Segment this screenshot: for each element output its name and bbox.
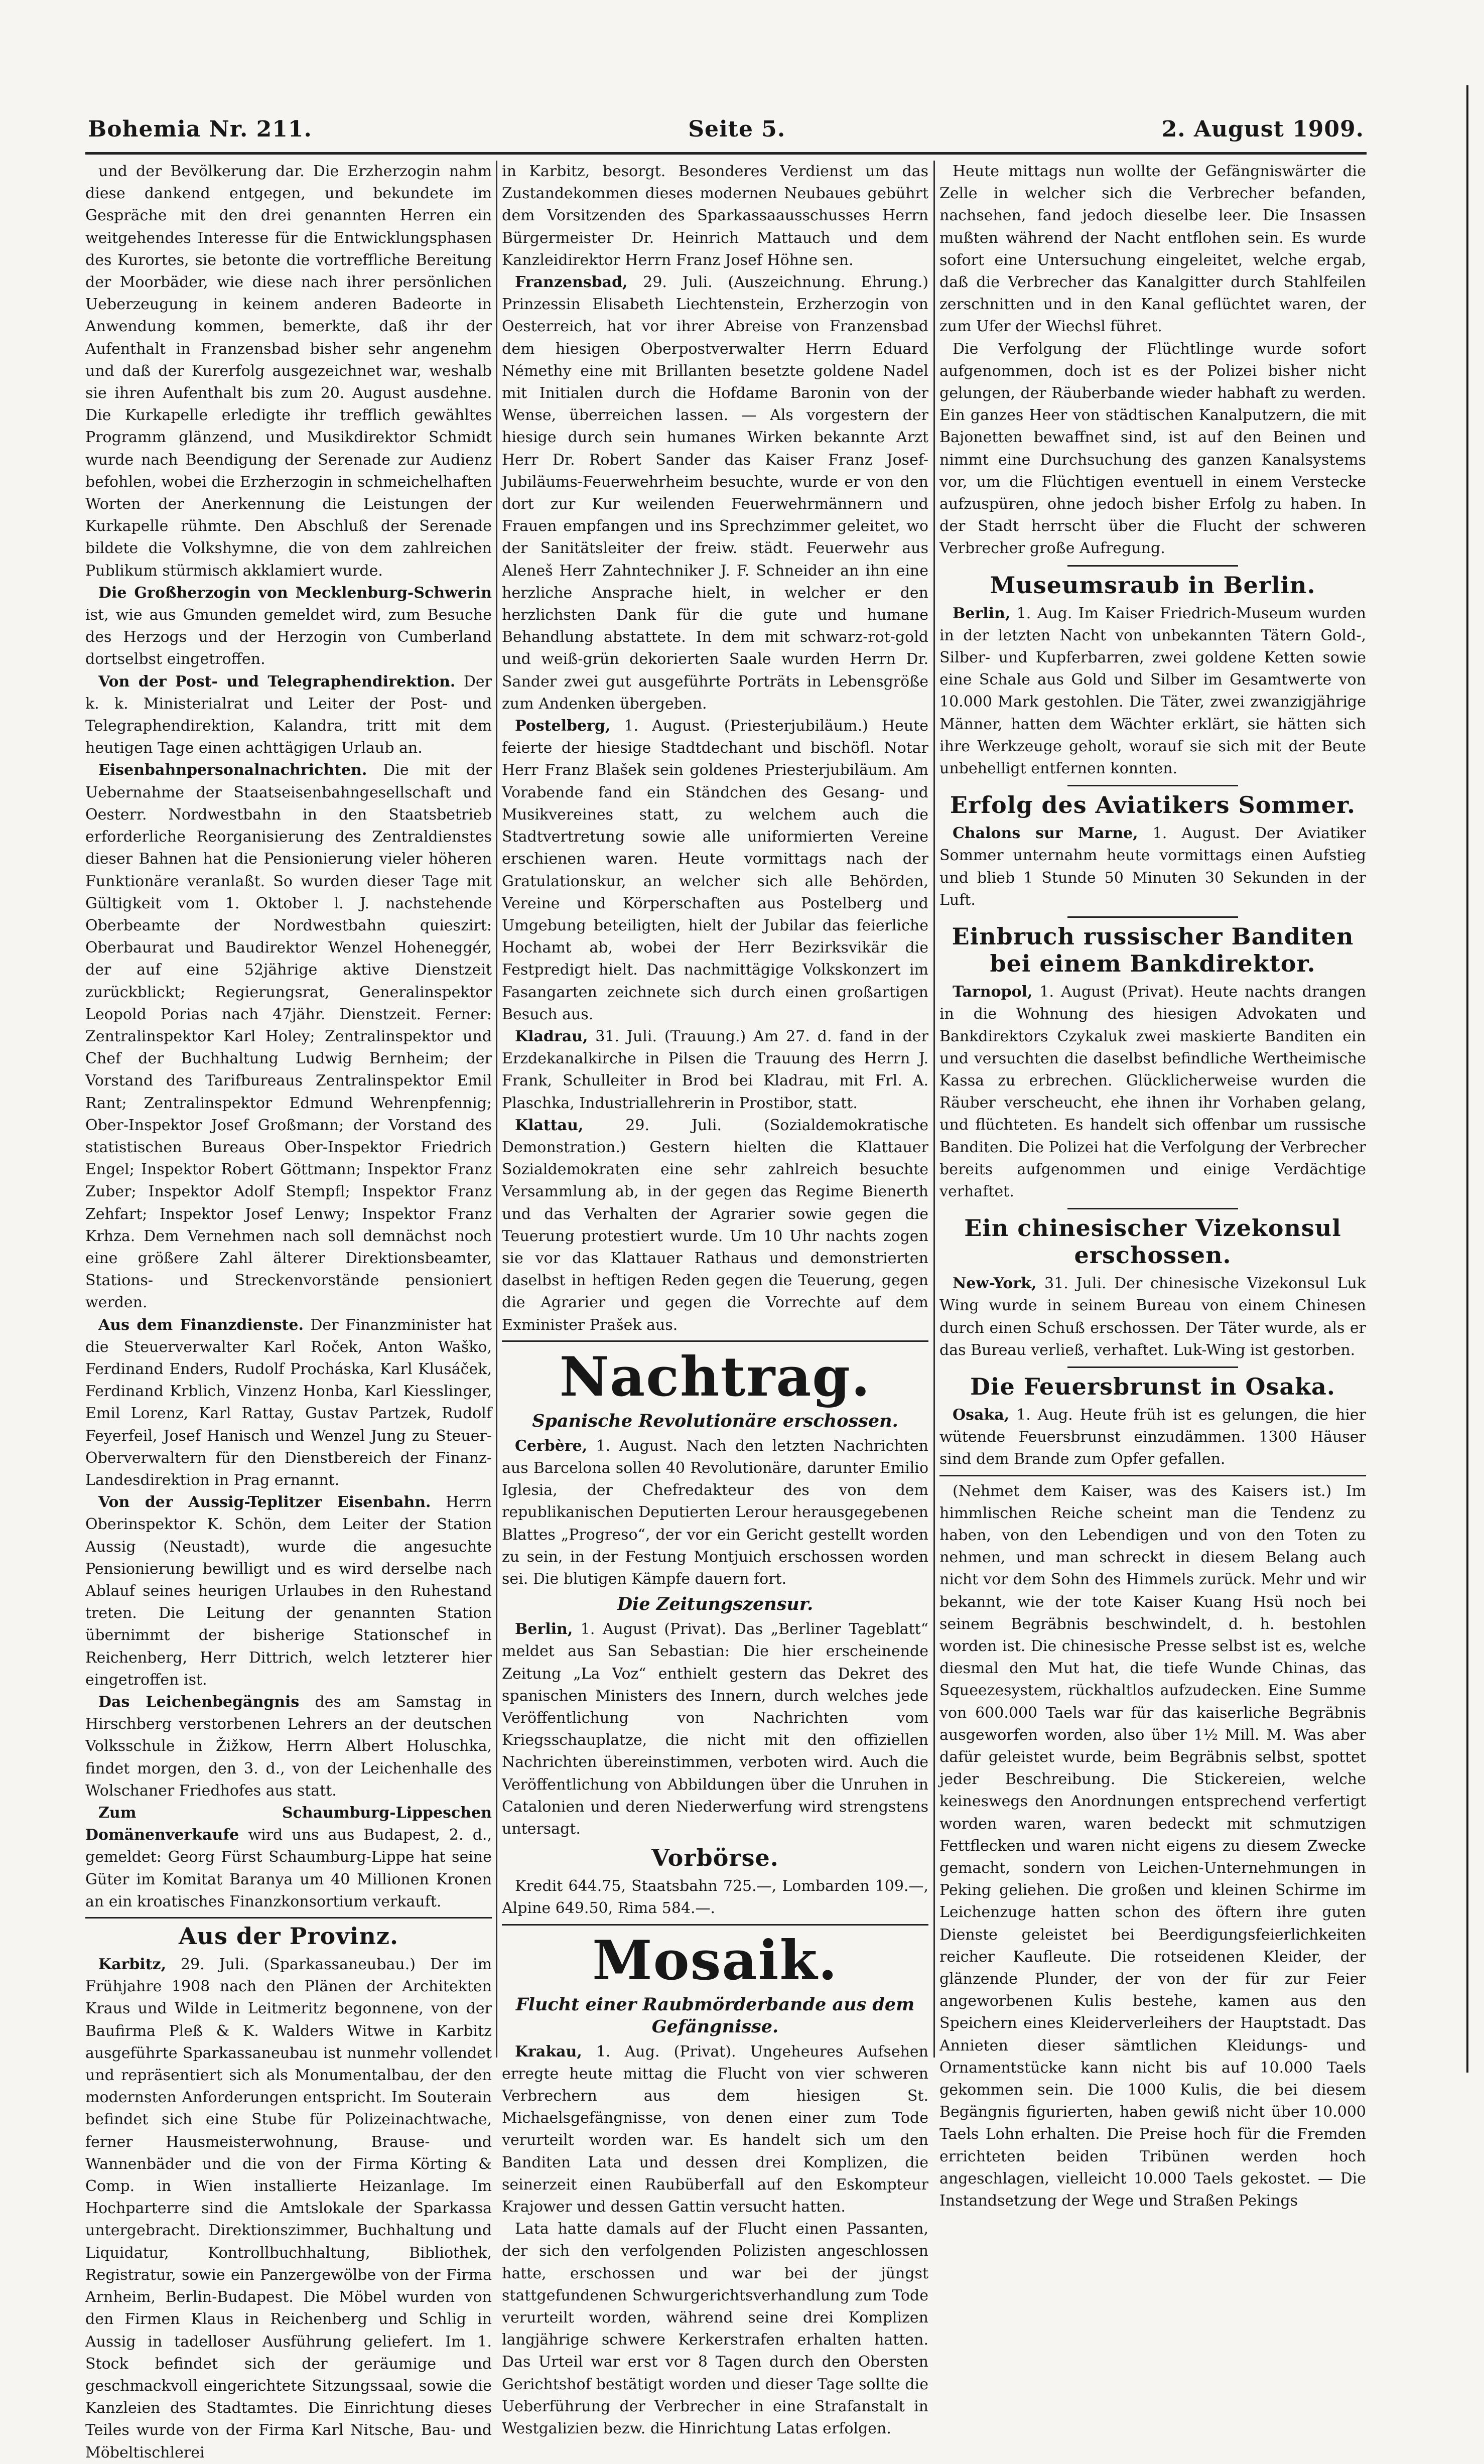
article-lead: Zum Schaumburg-Lippeschen Domänenverkaufe <box>85 1804 492 1844</box>
article-paragraph <box>85 1491 492 1691</box>
article-lead: Das Leichenbegängnis <box>98 1693 300 1711</box>
article-text: Herrn Oberinspektor K. Schön, dem Leiter der Station Aussig (Neustadt), wurde die angesuchte Pensionierung bewilligt und es wird derselbe nach Ablauf seines heurigen Urlaubes in den Ruhestand treten. Die Leitung der genannten Station übernimmt der bisherige Stationschef in Reichenberg, Herr Dittrich, welch letzterer hier eingetroffen ist. <box>85 1493 492 1689</box>
section-heading-large: Mosaik. <box>592 1929 838 1992</box>
article-text: 1. Aug. Heute früh ist es gelungen, die hier wütende Feuersbrunst einzudämmen. 1300 Häuser sind dem Brande zum Opfer gefallen. <box>939 1406 1366 1468</box>
article-headline: Ein chinesischer Vizekonsul erschossen. <box>964 1214 1341 1269</box>
article-paragraph <box>939 1404 1366 1471</box>
article-lead: New-York, <box>953 1275 1037 1293</box>
section-rule <box>1067 565 1238 567</box>
article-paragraph <box>502 1026 928 1115</box>
header-rule <box>85 152 1367 155</box>
article-lead: Klattau, <box>515 1116 584 1134</box>
article-lead: Aus dem Finanzdienste. <box>98 1316 304 1334</box>
article-text: 1. August. Der Aviatiker Sommer unternahm heute vormittags einen Aufstieg und blieb 1 Stunde 50 Minuten 30 Sekunden in der Luft. <box>939 825 1366 909</box>
article-paragraph <box>85 1691 492 1802</box>
article-paragraph <box>939 981 1366 1203</box>
article-paragraph: Die Verfolgung der Flüchtlinge wurde sofort aufgenommen, doch ist es der Polizei bisher nicht gelungen, der Räuberbande wieder habhaft zu werden. Ein ganzes Heer von städtischen Kanalputzern, die mit Bajonetten bewaffnet sind, ist auf den Beinen und nimmt eine Durchsuchung des ganzen Kanalsystems vor, um die Flüchtigen eventuell in einem Verstecke aufzuspüren, ohne jedoch bisher Erfolg zu haben. In der Stadt herrscht über die Flucht der schweren Verbrecher große Aufregung. <box>939 340 1366 558</box>
page-header <box>88 111 1364 147</box>
section-rule <box>1067 1208 1238 1209</box>
section-rule <box>939 1475 1366 1476</box>
article-paragraph <box>502 1618 928 1840</box>
article-lead: Von der Aussig-Teplitzer Eisenbahn. <box>98 1493 431 1512</box>
article-paragraph <box>502 1115 928 1336</box>
article-paragraph <box>85 582 492 671</box>
section-rule <box>1067 916 1238 918</box>
article-lead: Berlin, <box>953 604 1011 622</box>
article-headline: Erfolg des Aviatikers Sommer. <box>950 791 1356 819</box>
column-divider <box>496 161 497 2058</box>
section-rule <box>502 1340 928 1342</box>
article-text: Der Finanzminister hat die Steuerverwalter Karl Roček, Anton Waško, Ferdinand Enders, Rudolf Procháska, Karl Klusáček, Ferdinand Krblich, Vinzenz Honba, Karl Kiesslinger, Emil Lorenz, Karl Rattay, Gustav Partzek, Rudolf Feyerfeil, Josef Hanisch und Wenzel Jung zu Steuer-Oberverwaltern für den Dienstbereich der Finanz-Landesdirektion in Prag ernannt. <box>85 1316 492 1489</box>
article-text: 1. August. Nach den letzten Nachrichten aus Barcelona sollen 40 Revolutionäre, darunter Emilio Iglesia, der Chefredakteur des von dem republikanischen Deputierten Lerour herausgegebenen Blattes „Progreso“, der vor ein Gericht gestellt worden zu sein, in der Festung Montjuich erschossen worden sei. Die blutigen Kämpfe dauern fort. <box>502 1437 928 1588</box>
article-paragraph <box>939 1273 1366 1361</box>
article-headline: Die Zeitungszensur. <box>617 1594 814 1615</box>
article-paragraph <box>85 1802 492 1913</box>
article-paragraph: Heute mittags nun wollte der Gefängniswärter die Zelle in welcher sich die Verbrecher befanden, nachsehen, fand jedoch dieselbe leer. Die Insassen mußten während der Nacht entflohen sein. Es wurde sofort eine Untersuchung eingeleitet, welche ergab, daß die Verbrecher das Kanalgitter durch Stahlfeilen zerschnitten und in den Kanal geflüchtet waren, der zum Ufer der Wiechsl führet. <box>939 163 1366 336</box>
article-paragraph: Kredit 644.75, Staatsbahn 725.—, Lombarden 109.—, Alpine 649.50, Rima 584.—. <box>502 1877 928 1918</box>
article-lead: Die Großherzogin von Mecklenburg-Schwerin <box>98 584 492 602</box>
article-headline: Flucht einer Raubmörderbande aus dem Gefängnisse. <box>515 1994 915 2037</box>
article-lead: Franzensbad, <box>515 273 628 292</box>
article-paragraph <box>85 671 492 760</box>
article-lead: Karbitz, <box>98 1956 167 1974</box>
section-heading: Vorbörse. <box>651 1844 779 1872</box>
section-rule <box>1067 1366 1238 1368</box>
article-lead: Postelberg, <box>515 717 611 735</box>
page-edge-rule <box>1466 85 1468 2073</box>
article-paragraph <box>502 715 928 1026</box>
article-paragraph <box>939 823 1366 911</box>
column-middle <box>502 161 928 2438</box>
column-divider <box>933 161 935 2058</box>
article-paragraph <box>85 1954 492 2464</box>
article-lead: Berlin, <box>515 1620 573 1638</box>
article-paragraph <box>502 271 928 715</box>
article-text: ist, wie aus Gmunden gemeldet wird, zum Besuche des Herzogs und der Herzogin von Cumberland dortselbst eingetroffen. <box>85 606 492 668</box>
article-lead: Chalons sur Marne, <box>953 825 1138 843</box>
article-paragraph <box>85 759 492 1314</box>
article-text: wird uns aus Budapest, 2. d., gemeldet: Georg Fürst Schaumburg-Lippe hat seine Güter im Komitat Baranya um 40 Millionen Kronen an ein kroatisches Finanzkonsortium verkauft. <box>85 1826 492 1910</box>
article-text: 29. Juli. (Sozialdemokratische Demonstration.) Gestern hielten die Klattauer Sozialdemokraten eine sehr zahlreich besuchte Versammlung ab, in der gegen das Regime Bienerth und das Verhalten der Agrarier sowie gegen die Teuerung protestiert wurde. Um 10 Uhr nachts zogen sie vor das Klattauer Rathaus und demonstrierten daselbst in heftigen Reden gegen die Teuerung, gegen die Agrarier und gegen die Vorrechte auf dem Exminister Prašek aus. <box>502 1116 928 1334</box>
article-paragraph <box>939 603 1366 780</box>
column-left <box>85 161 492 2461</box>
article-lead: Von der Post- und Telegraphendirektion. <box>98 672 456 691</box>
header-date: 2. August 1909. <box>1161 116 1364 142</box>
article-text: 29. Juli. (Auszeichnung. Ehrung.) Prinzessin Elisabeth Liechtenstein, Erzherzogin von Oesterreich, hat vor ihrer Abreise von Franzensbad dem hiesigen Oberpostverwalter Herrn Eduard Némethy eine mit Brillanten besetzte goldene Nadel mit Initialen durch die Hofdame Baronin von der Wense, überreichen lassen. — Als vorgestern der hiesige durch sein humanes Wirken bekannte Arzt Herr Dr. Robert Sander das Kaiser Franz Josef-Jubiläums-Feuerwehrheim besuchte, wurde er von den dort zur Kur weilenden Feuerwehrmännern und Frauen empfangen und ins Sprechzimmer geleitet, wo der Sanitätsleiter der freiw. städt. Feuerwehr aus Aleneš Herr Zahntechniker J. F. Schneider an ihn eine herzliche Ansprache hielt, in welcher er den herzlichsten Dank für die gute und humane Behandlung abstattete. In dem mit schwarz-rot-gold und weiß-grün dekorierten Saale wurden Herrn Dr. Sander zwei gut ausgeführte Porträts in Lebensgröße zum Andenken übergeben. <box>502 273 928 713</box>
article-paragraph: und der Bevölkerung dar. Die Erzherzogin nahm diese dankend entgegen, und bekundete im Gespräche mit den drei genannten Herren ein weitgehendes Interesse für die Entwicklungsphasen des Kurortes, sie betonte die vortreffliche Bereitung der Moorbäder, wie diese nach ihrer persönlichen Ueberzeugung in keinem anderen Badeorte in Anwendung kommen, bemerkte, daß ihr der Aufenthalt in Franzensbad bisher sehr angenehm und daß der Kurerfolg ausgezeichnet war, weshalb sie ihren Aufenthalt bis zum 20. August ausdehne. Die Kurkapelle erledigte ihr trefflich gewähltes Programm glänzend, und Musikdirektor Schmidt wurde nach Beendigung der Serenade zur Audienz befohlen, wobei die Erzherzogin in schmeichelhaften Worten der Anerkennung die Leistungen der Kurkapelle rühmte. Den Abschluß der Serenade bildete die Volkshymne, die von dem zahlreichen Publikum stürmisch akklamiert wurde. <box>85 163 492 580</box>
article-text: 1. August (Privat). Heute nachts drangen in die Wohnung des hiesigen Advokaten und Bankdirektors Czykaluk zwei maskierte Banditen ein und versuchten die daselbst befindliche Wertheimische Kassa zu erbrechen. Glücklicherweise wurden die Räuber verscheucht, ehe ihnen ihr Vorhaben gelang, und flüchteten. Es handelt sich offenbar um russische Banditen. Die Polizei hat die Verfolgung der Verbrecher bereits aufgenommen und einige Verdächtige verhaftet. <box>939 983 1366 1200</box>
article-paragraph <box>502 1435 928 1590</box>
article-headline: Spanische Revolutionäre erschossen. <box>532 1410 898 1431</box>
section-rule <box>502 1924 928 1926</box>
header-newspaper-issue: Bohemia Nr. 211. <box>88 116 312 142</box>
article-paragraph <box>502 2041 928 2219</box>
section-rule <box>85 1917 492 1919</box>
article-lead: Cerbère, <box>515 1437 588 1455</box>
article-paragraph <box>85 1314 492 1492</box>
section-heading-large: Nachtrag. <box>559 1345 871 1409</box>
article-lead: Eisenbahnpersonalnachrichten. <box>98 761 367 779</box>
article-text: Die mit der Uebernahme der Staatseisenbahngesellschaft und Oesterr. Nordwestbahn in den Staatsbetrieb erforderliche Reorganisierung des Zentraldienstes dieser Bahnen hat die Pensionierung vieler höheren Funktionäre veranlaßt. So wurden dieser Tage mit Gültigkeit vom 1. Oktober l. J. nachstehende Oberbeamte der Nordwestbahn quieszirt: Oberbaurat und Baudirektor Wenzel Hoheneggér, der auf eine 52jährige aktive Dienstzeit zurückblickt; Regierungsrat, Generalinspektor Leopold Porias nach 47jähr. Dienstzeit. Ferner: Zentralinspektor Karl Holey; Zentralinspektor und Chef der Buchhaltung Ludwig Bernheim; der Vorstand des Tarifbureaus Zentralinspektor Emil Rant; Zentralinspektor Edmund Wehrenpfennig; Ober-Inspektor Josef Großmann; der Vorstand des statistischen Bureaus Ober-Inspektor Friedrich Engel; Inspektor Robert Göttmann; Inspektor Franz Zuber; Inspektor Adolf Stempfl; Inspektor Franz Zehfart; Inspektor Josef Lenwy; Inspektor Franz Krhza. Dem Vernehmen nach soll demnächst noch eine größere Zahl älterer Direktionsbeamter, Stations- und Streckenvorstände pensioniert werden. <box>85 761 492 1312</box>
article-headline: Einbruch russischer Banditen bei einem Bankdirektor. <box>952 923 1354 978</box>
article-lead: Krakau, <box>515 2042 582 2061</box>
article-text: 1. Aug. Im Kaiser Friedrich-Museum wurden in der letzten Nacht von unbekannten Tätern Gold-, Silber- und Kupferbarren, zwei goldene Ketten sowie eine Schale aus Gold und Silber im Gesamtwerte von 10.000 Mark gestohlen. Die Täter, zwei zwanzigjährige Männer, hatten dem Wächter erklärt, sie hätten sich ihre Werkzeuge geholt, worauf sie sich mit der Beute unbehelligt entfernen konnten. <box>939 604 1366 778</box>
article-text: 1. August. (Priesterjubiläum.) Heute feierte der hiesige Stadtdechant und bischöfl. Notar Herr Franz Blašek sein goldenes Priesterjubiläum. Am Vorabende fand ein Ständchen des Gesang- und Musikvereines statt, zu welchem auch die Stadtvertretung sowie alle uniformierten Vereine erschienen waren. Heute vormittags nach der Gratulationskur, an welcher sich alle Behörden, Vereine und Körperschaften aus Postelberg und Umgebung beteiligten, hielt der Jubilar das feierliche Hochamt ab, wobei der Herr Bezirksvikär die Festpredigt hielt. Das nachmittägige Volkskonzert im Fasangarten zeichnete sich durch einen großartigen Besuch aus. <box>502 717 928 1023</box>
article-headline: Die Feuersbrunst in Osaka. <box>970 1373 1335 1400</box>
header-page-number: Seite 5. <box>688 116 786 142</box>
article-text: 1. Aug. (Privat). Ungeheures Aufsehen erregte heute mittag die Flucht von vier schweren Verbrechern aus dem hiesigen St. Michaelsgefängnisse, von denen einer zum Tode verurteilt worden war. Es handelt sich um den Banditen Lata und dessen drei Komplizen, die seinerzeit einen Raubüberfall auf den Eskompteur Krajower und dessen Gattin versucht hatten. <box>502 2042 928 2216</box>
section-heading: Aus der Provinz. <box>178 1923 399 1950</box>
article-lead: Tarnopol, <box>953 983 1033 1001</box>
article-text: des am Samstag in Hirschberg verstorbenen Lehrers an der deutschen Volksschule in Žižkow, Herrn Albert Holuschka, findet morgen, den 3. d., von der Leichenhalle des Wolschaner Friedhofes aus statt. <box>85 1693 492 1800</box>
article-text: Der k. k. Ministerialrat und Leiter der Post- und Telegraphendirektion, Kalandra, tritt mit dem heutigen Tage einen achttägigen Urlaub an. <box>85 672 492 757</box>
article-text: 31. Juli. (Trauung.) Am 27. d. fand in der Erzdekanalkirche in Pilsen die Trauung des Herrn J. Frank, Schulleiter in Brod bei Kladrau, mit Frl. A. Plaschka, Industriallehrerin in Prostibor, statt. <box>502 1027 928 1112</box>
article-lead: Kladrau, <box>515 1027 588 1045</box>
article-text: 31. Juli. Der chinesische Vizekonsul Luk Wing wurde in seinem Bureau von einem Chinesen durch einen Schuß erschossen. Der Täter wurde, als er das Bureau verließ, verhaftet. Luk-Wing ist gestorben. <box>939 1275 1366 1359</box>
article-lead: Osaka, <box>953 1406 1010 1424</box>
article-paragraph: Lata hatte damals auf der Flucht einen Passanten, der sich den verfolgenden Polizisten angeschlossen hatte, erschossen und war bei der jüngst stattgefundenen Schwurgerichtsverhandlung zum Tode verurteilt worden, während seine drei Komplizen langjährige schwere Kerkerstrafen erhalten hatten. Das Urteil war erst vor 8 Tagen durch den Obersten Gerichtshof bestätigt worden und dieser Tage sollte die Ueberführung der Verbrecher in eine Strafanstalt in Westgalizien bezw. die Hinrichtung Latas erfolgen. <box>502 2220 928 2438</box>
column-right <box>939 161 1366 2210</box>
article-text: 29. Juli. (Sparkassaneubau.) Der im Frühjahre 1908 nach den Plänen der Architekten Kraus und Wilde in Leitmeritz begonnene, von der Baufirma Pleß & K. Walders Witwe in Karbitz ausgeführte Sparkassaneubau ist nunmehr vollendet und repräsentiert sich als Monumentalbau, der den modernsten Anforderungen entspricht. Im Souterain befindet sich eine Stube für Polizeinachtwache, ferner Hausmeisterwohnung, Brause- und Wannenbäder und die von der Firma Körting & Comp. in Wien installierte Heizanlage. Im Hochparterre sind die Amtslokale der Sparkassa untergebracht. Direktionszimmer, Buchhaltung und Liquidatur, Kontrollbuchhaltung, Bibliothek, Registratur, sowie ein Panzergewölbe von der Firma Arnheim, Berlin-Budapest. Die Möbel wurden von den Firmen Klaus in Reichenberg und Schlig in Aussig in tadelloser Ausführung geliefert. Im 1. Stock befindet sich der geräumige und geschmackvoll eingerichtete Sitzungssaal, sowie die Kanzleien des Stadtamtes. Die Einrichtung dieses Teiles wurde von der Firma Karl Nitsche, Bau- und Möbeltischlerei <box>85 1956 492 2461</box>
section-rule <box>1067 785 1238 786</box>
article-paragraph: (Nehmet dem Kaiser, was des Kaisers ist.) Im himmlischen Reiche scheint man die Tendenz zu haben, von den Lebendigen und von den Toten zu nehmen, und man schreckt in diesem Belang auch nicht vor dem Sohn des Himmels zurück. Mehr und wir bekannt, wie der tote Kaiser Kuang Hsü noch bei seinem Begräbnis beschwindelt, d. h. bestohlen worden ist. Die chinesische Presse selbst ist es, welche diesmal den Mut hat, die tiefe Wunde Chinas, das Squeezesystem, rückhaltlos aufzudecken. Eine Summe von 600.000 Taels war für das kaiserliche Begräbnis ausgeworfen worden, also über 1½ Mill. M. Was aber dafür geleistet wurde, beim Begräbnis selbst, spottet jeder Beschreibung. Die Stickereien, welche keineswegs den Anordnungen entsprechend verfertigt worden waren, waren bedeckt mit schmutzigen Fettflecken und waren nicht eigens zu diesem Zwecke gemacht, sondern von Leichen-Unternehmungen in Peking geliehen. Die großen und kleinen Schirme im Leichenzuge hatten schon des öftern ihre guten Dienste geleistet bei Beerdigungsfeierlichkeiten reicher Kaufleute. Die rotseidenen Kleider, der glänzende Plunder, der von der für zur Feier angeworbenen Kulis bestehe, kamen aus den Speichern eines Kleiderverleihers der Hauptstadt. Das Annieten dieser sämtlichen Kleidungs- und Ornamentstücke kann nicht bis auf 10.000 Taels gekommen sein. Die 1000 Kulis, die bei diesem Begängnis figurierten, haben gewiß nicht über 10.000 Taels Lohn erhalten. Die Preise hoch für die Fremden errichteten beiden Tribünen werden hoch angeschlagen, vielleicht 10.000 Taels gekostet. — Die Instandsetzung der Wege und Straßen Pekings <box>939 1482 1366 2210</box>
article-headline: Museumsraub in Berlin. <box>990 571 1316 599</box>
article-text: 1. August (Privat). Das „Berliner Tageblatt“ meldet aus San Sebastian: Die hier erscheinende Zeitung „La Voz“ enthielt gestern das Dekret des spanischen Ministers des Innern, durch welches jede Veröffentlichung von Nachrichten vom Kriegsschauplatze, die nicht mit den offiziellen Nachrichten übereinstimmen, verboten wird. Auch die Veröffentlichung von Abbildungen über die Unruhen in Catalonien und deren Niederwerfung wird strengstens untersagt. <box>502 1620 928 1838</box>
article-paragraph: in Karbitz, besorgt. Besonderes Verdienst um das Zustandekommen dieses modernen Neubaues gebührt dem Vorsitzenden des Sparkassaausschusses Herrn Bürgermeister Dr. Heinrich Mattauch und dem Kanzleidirektor Herrn Franz Josef Höhne sen. <box>502 163 928 269</box>
